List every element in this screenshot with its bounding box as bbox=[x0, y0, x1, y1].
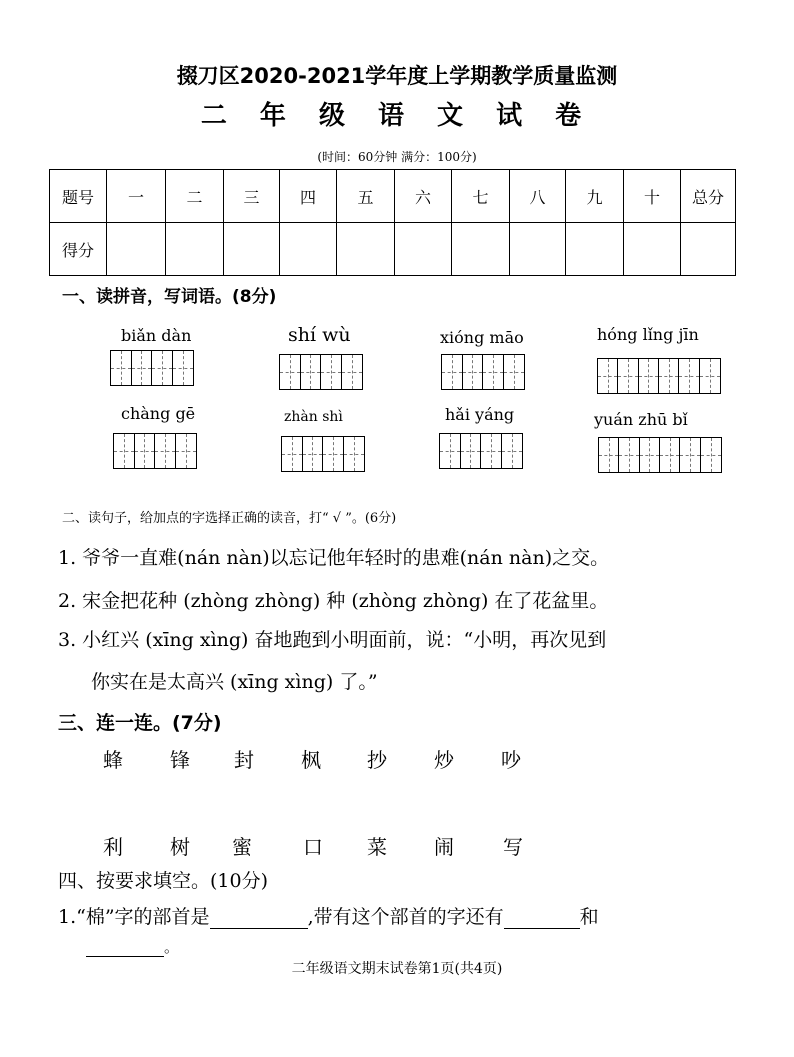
score-cell: 六 bbox=[395, 170, 452, 223]
match-char[interactable]: 树 bbox=[170, 835, 190, 859]
score-input-cell[interactable] bbox=[395, 223, 452, 276]
q2-sentence-3: 3. 小红兴 (xīng xìng) 奋地跑到小明面前，说：“小明，再次见到 bbox=[58, 629, 607, 651]
score-input-cell[interactable] bbox=[566, 223, 624, 276]
q4-item-1-end: 。 bbox=[164, 938, 180, 956]
match-char[interactable]: 写 bbox=[503, 835, 523, 859]
answer-blank[interactable] bbox=[210, 910, 308, 929]
score-input-cell[interactable] bbox=[681, 223, 736, 276]
writing-grid[interactable] bbox=[281, 436, 365, 472]
q2-sentence-3-cont: 你实在是太高兴 (xīng xìng) 了。” bbox=[91, 671, 378, 693]
writing-grid[interactable] bbox=[597, 358, 721, 394]
score-cell: 题号 bbox=[50, 170, 107, 223]
score-input-cell[interactable] bbox=[624, 223, 681, 276]
q2-sentence-2: 2. 宋金把花种 (zhòng zhòng) 种 (zhòng zhòng) 在了花盆里。 bbox=[58, 590, 609, 612]
score-cell: 二 bbox=[166, 170, 224, 223]
match-char[interactable]: 抄 bbox=[367, 748, 387, 772]
writing-grid[interactable] bbox=[441, 354, 525, 390]
pinyin-label: hóng lǐng jīn bbox=[597, 325, 699, 344]
q4-item-1-text-b: ,带有这个部首的字还有 bbox=[307, 906, 504, 928]
score-input-cell[interactable] bbox=[166, 223, 224, 276]
q2-heading: 二、读句子，给加点的字选择正确的读音，打“ √ ”。(6分) bbox=[62, 511, 397, 526]
match-char[interactable]: 蜜 bbox=[232, 835, 252, 859]
match-char[interactable]: 蜂 bbox=[103, 748, 123, 772]
match-char[interactable]: 利 bbox=[103, 835, 123, 859]
exam-title: 掇刀区2020-2021学年度上学期教学质量监测 bbox=[176, 64, 618, 88]
writing-grid[interactable] bbox=[110, 350, 194, 386]
pinyin-label: hǎi yáng bbox=[445, 405, 515, 424]
match-char[interactable]: 枫 bbox=[301, 748, 321, 772]
writing-grid[interactable] bbox=[279, 354, 363, 390]
match-char[interactable]: 封 bbox=[234, 748, 254, 772]
q3-top-row bbox=[103, 744, 531, 773]
page-footer: 二年级语文期末试卷第1页(共4页) bbox=[291, 961, 503, 977]
score-input-cell[interactable] bbox=[224, 223, 280, 276]
q4-heading: 四、按要求填空。(10分) bbox=[58, 870, 269, 892]
score-table bbox=[49, 169, 736, 276]
score-cell: 五 bbox=[337, 170, 395, 223]
answer-blank[interactable] bbox=[504, 910, 580, 929]
pinyin-label: xióng māo bbox=[440, 328, 524, 347]
score-cell: 得分 bbox=[50, 223, 107, 276]
writing-grid[interactable] bbox=[113, 433, 197, 469]
score-table-score-row bbox=[50, 223, 736, 276]
score-cell: 三 bbox=[224, 170, 280, 223]
exam-subtitle: 二 年 级 语 文 试 卷 bbox=[200, 101, 594, 131]
q1-heading: 一、读拼音，写词语。(8分) bbox=[62, 287, 277, 307]
match-char[interactable]: 炒 bbox=[434, 748, 454, 772]
match-char[interactable]: 锋 bbox=[170, 748, 190, 772]
answer-blank[interactable] bbox=[86, 940, 164, 957]
pinyin-label: chàng gē bbox=[121, 404, 196, 423]
score-table-header-row bbox=[50, 170, 736, 223]
score-cell: 十 bbox=[624, 170, 681, 223]
match-char[interactable]: 吵 bbox=[501, 748, 521, 772]
score-cell: 七 bbox=[452, 170, 510, 223]
q2-sentence-1: 1. 爷爷一直难(nán nàn)以忘记他年轻时的患难(nán nàn)之交。 bbox=[58, 547, 610, 569]
pinyin-label: biǎn dàn bbox=[121, 326, 192, 345]
writing-grid[interactable] bbox=[598, 437, 722, 473]
score-cell: 八 bbox=[510, 170, 566, 223]
q3-bottom-row bbox=[103, 831, 533, 860]
score-cell: 一 bbox=[107, 170, 166, 223]
score-input-cell[interactable] bbox=[280, 223, 337, 276]
score-input-cell[interactable] bbox=[107, 223, 166, 276]
q4-item-1 bbox=[58, 902, 599, 929]
match-char[interactable]: 口 bbox=[303, 835, 323, 859]
exam-info: (时间：60分钟 满分：100分) bbox=[317, 150, 477, 164]
score-cell: 总分 bbox=[681, 170, 736, 223]
pinyin-label: zhàn shì bbox=[284, 409, 343, 425]
match-char[interactable]: 菜 bbox=[367, 835, 387, 859]
score-input-cell[interactable] bbox=[452, 223, 510, 276]
q4-item-1-text-a: 1.“棉”字的部首是 bbox=[58, 906, 210, 928]
score-input-cell[interactable] bbox=[510, 223, 566, 276]
q4-item-1-cont bbox=[86, 936, 179, 957]
writing-grid[interactable] bbox=[439, 433, 523, 469]
match-char[interactable]: 闹 bbox=[434, 835, 454, 859]
pinyin-label: yuán zhū bǐ bbox=[594, 410, 688, 429]
score-cell: 四 bbox=[280, 170, 337, 223]
score-input-cell[interactable] bbox=[337, 223, 395, 276]
q3-heading: 三、连一连。(7分) bbox=[58, 712, 222, 734]
score-cell: 九 bbox=[566, 170, 624, 223]
pinyin-label: shí wù bbox=[288, 324, 351, 346]
q4-item-1-text-c: 和 bbox=[579, 906, 599, 928]
